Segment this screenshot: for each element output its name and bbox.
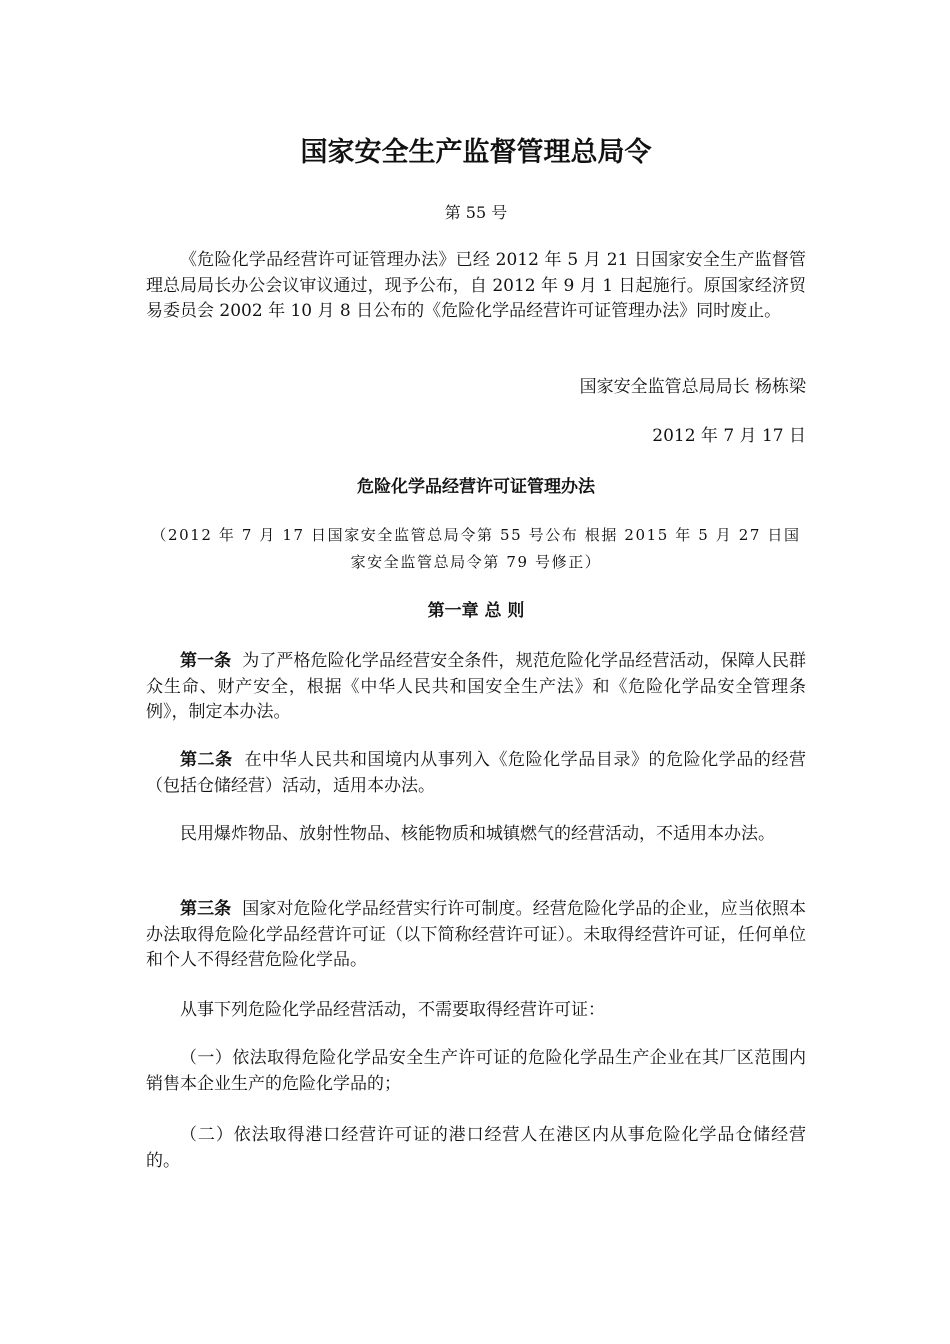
article-3-paragraph-2: 从事下列危险化学品经营活动，不需要取得经营许可证： [180, 1000, 605, 1020]
article-3-item-2: （二）依法取得港口经营许可证的港口经营人在港区内从事危险化学品仓储经营的。 [146, 1125, 806, 1171]
article-3 [146, 897, 806, 974]
article-2-text: 在中华人民共和国境内从事列入《危险化学品目录》的危险化学品的经营（包括仓储经营）活动，适用本办法。 [146, 750, 807, 796]
signatory: 国家安全监管总局局长 杨栋梁 [579, 377, 806, 397]
article-3-text: 国家对危险化学品经营实行许可制度。经营危险化学品的企业，应当依照本办法取得危险化学品经营许可证（以下简称经营许可证）。未取得经营许可证，任何单位和个人不得经营危险化学品。 [146, 899, 807, 970]
chapter-title: 第一章 总 则 [427, 601, 525, 621]
article-1-text: 为了严格危险化学品经营安全条件，规范危险化学品经营活动，保障人民群众生命、财产安全，根据《中华人民共和国安全生产法》和《危险化学品安全管理条例》，制定本办法。 [146, 651, 807, 722]
regulation-title: 危险化学品经营许可证管理办法 [357, 477, 595, 497]
article-1 [146, 649, 806, 726]
article-3-item-1: （一）依法取得危险化学品安全生产许可证的危险化学品生产企业在其厂区范围内销售本企业生产的危险化学品的； [146, 1048, 806, 1094]
order-number: 第 55 号 [444, 203, 508, 222]
article-2 [146, 748, 806, 799]
sign-date: 2012 年 7 月 17 日 [652, 426, 806, 446]
document-title: 国家安全生产监督管理总局令 [300, 137, 652, 168]
article-3-label: 第三条 [180, 899, 232, 919]
revision-note: （2012 年 7 月 17 日国家安全监管总局令第 55 号公布 根据 2015 年 5 月 27 日国家安全监管总局令第 79 号修正） [151, 526, 801, 571]
article-2-label: 第二条 [180, 750, 233, 770]
article-2-paragraph-2: 民用爆炸物品、放射性物品、核能物质和城镇燃气的经营活动，不适用本办法。 [180, 824, 775, 844]
preamble-paragraph: 《危险化学品经营许可证管理办法》已经 2012 年 5 月 21 日国家安全生产监督管理总局局长办公会议审议通过，现予公布，自 2012 年 9 月 1 日起施行。原国家经济贸易委员会 2002 年 10 月 8 日公布的《危险化学品经营许可证管理办法》同时废止。 [146, 250, 806, 321]
article-1-label: 第一条 [180, 651, 232, 671]
